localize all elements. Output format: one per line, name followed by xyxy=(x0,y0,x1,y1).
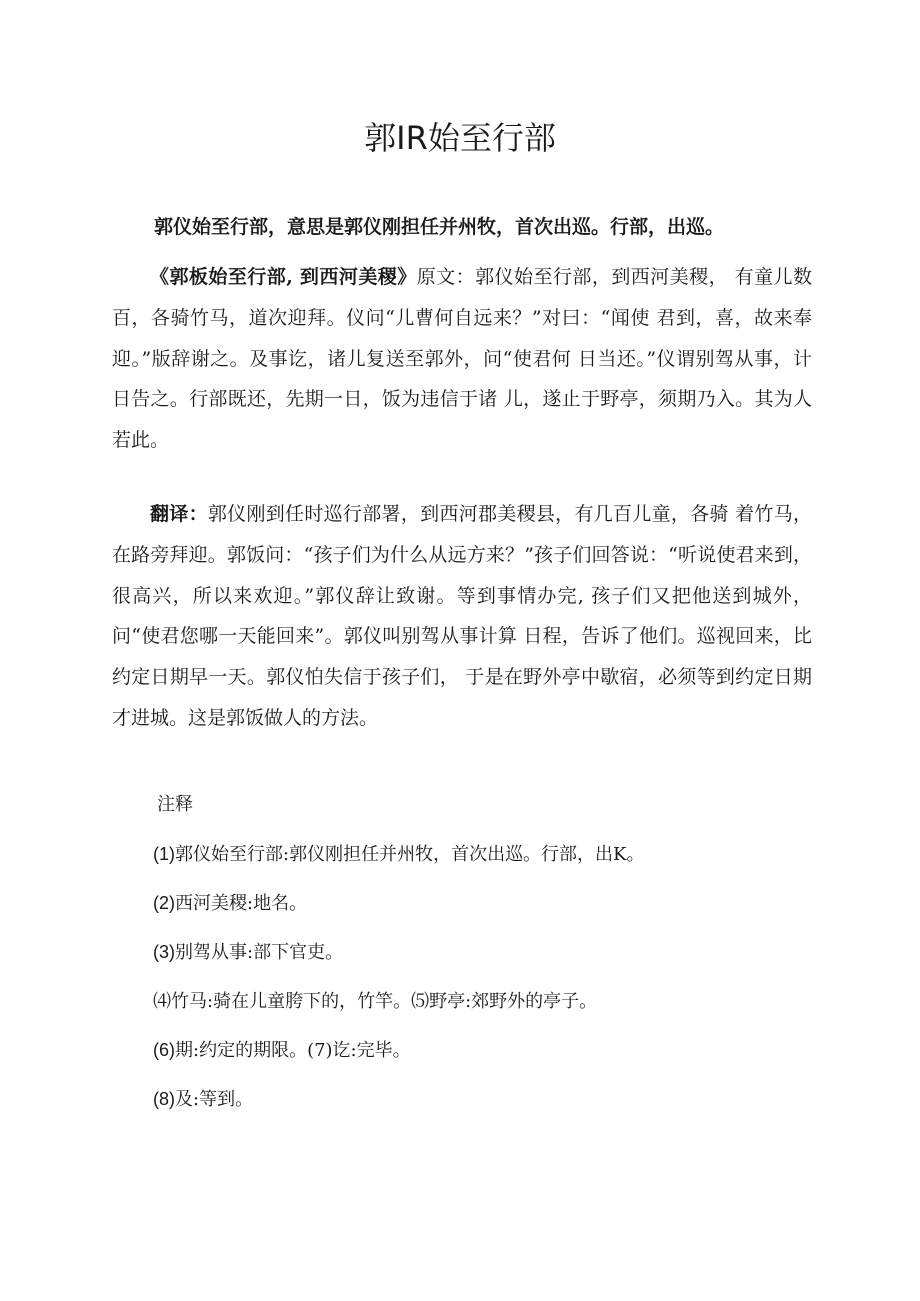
note-text: 西河美稷:地名。 xyxy=(175,893,308,914)
translation-label: 翻译： xyxy=(150,503,208,525)
note-number: (8) xyxy=(153,1089,175,1109)
note-number: (3) xyxy=(153,942,175,962)
translation-paragraph xyxy=(112,494,812,739)
note-item xyxy=(153,836,853,885)
summary-line: 郭仪始至行部，意思是郭仪刚担任并州牧，首次出巡。行部，出巡。 xyxy=(154,216,725,238)
note-text: 竹马:骑在儿童胯下的，竹竿。⑸野亭:郊野外的亭子。 xyxy=(171,991,598,1012)
note-number: (6) xyxy=(153,1040,175,1060)
note-item xyxy=(153,1032,853,1081)
note-item xyxy=(153,934,853,983)
original-source-title: 《郭板始至行部, 到西河美稷》 xyxy=(150,266,417,288)
note-number: (2) xyxy=(153,893,175,913)
note-number: (1) xyxy=(153,844,175,864)
note-item xyxy=(153,983,853,1032)
note-text: 期:约定的期限。(7)讫:完毕。 xyxy=(175,1040,411,1061)
original-text-body: 原文：郭仪始至行部，到西河美稷， 有童儿数百，各骑竹马，道次迎拜。仪问“儿曹何自远来？”对曰：“闻使 君到，喜，故来奉迎。”版辞谢之。及事讫，诸儿复送至郭外，问“使君何 日当还。”仪谓别驾从事，计日告之。行部既还，先期一日，饭为违信于诸 儿，遂止于野亭，须期乃入。其为人若此。 xyxy=(112,266,812,452)
note-text: 别驾从事:部下官吏。 xyxy=(175,942,344,963)
note-item xyxy=(153,1081,853,1130)
note-number: ⑷ xyxy=(153,991,171,1011)
note-text: 及:等到。 xyxy=(175,1089,254,1110)
original-text-paragraph xyxy=(112,257,812,461)
page-title: 郭IR始至行部 xyxy=(364,119,556,157)
notes-list xyxy=(153,836,853,1130)
note-text: 郭仪始至行部:郭仪刚担任并州牧，首次出巡。行部，出K。 xyxy=(175,844,645,865)
translation-body: 郭仪刚到任时巡行部署，到西河郡美稷县，有几百儿童，各骑 着竹马，在路旁拜迎。郭饭问：“孩子们为什么从远方来？”孩子们回答说：“听说使君来到，很高兴，所以来欢迎。”郭仪辞让致谢。等到事情办完, 孩子们又把他送到城外，问“使君您哪一天能回来”。郭仪叫别驾从事计算 日程，告诉了他们。巡视回来，比约定日期早一天。郭仪怕失信于孩子们， 于是在野外亭中歇宿，必须等到约定日期才进城。这是郭饭做人的方法。 xyxy=(112,503,812,729)
note-item xyxy=(153,885,853,934)
notes-heading: 注释 xyxy=(157,794,193,815)
